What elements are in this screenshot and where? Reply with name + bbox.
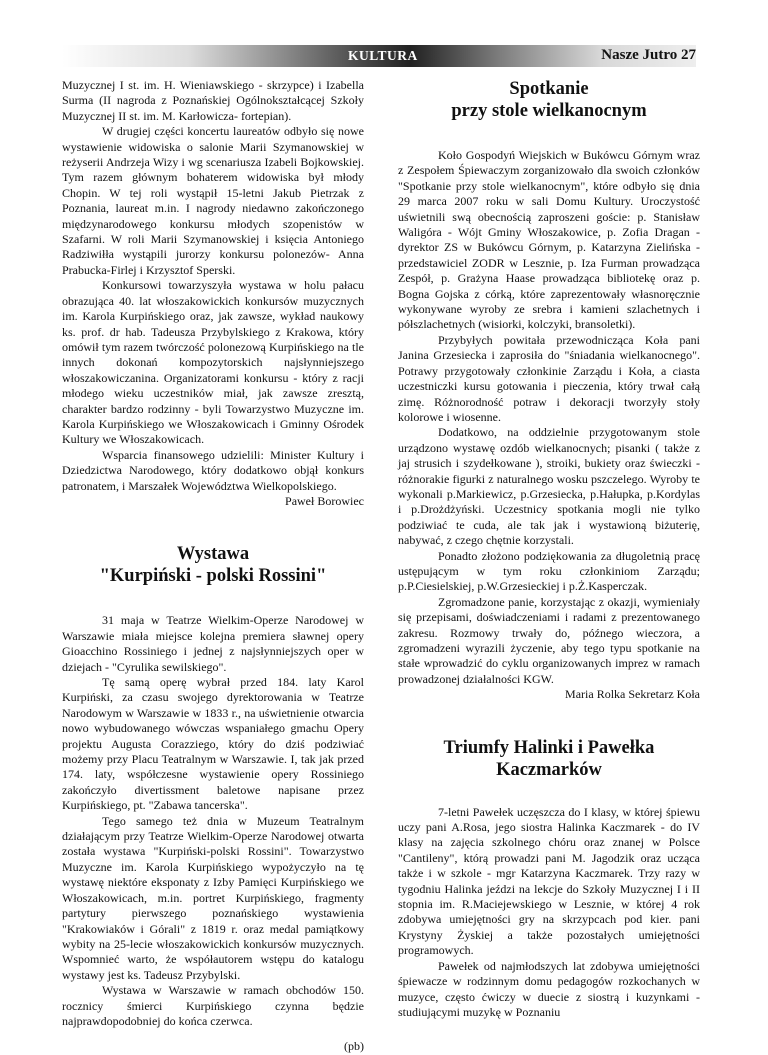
paragraph: Konkursowi towarzyszyła wystawa w holu pałacu obrazująca 40. lat włoszakowickich konkursów muzycznych im. Karola Kurpińskiego oraz, jak zawsze, wykład naukowy ks. prof. dr hab. Tadeusza Przybylskiego z Krakowa, który omówił tym razem twórczość polonezową Kurpińskiego na tle innych dokonań kompozytorskich najsłynniejszego włoszakowiczanina. Organizatorami konkursu - który z racji młodego wieku uczestników miał, jak zawsze zresztą, charakter bardzo rodzinny - byli Towarzystwo Muzyczne im. Karola Kurpińskiego we Włoszakowicach i Gminny Ośrodek Kultury we Włoszakowicach. — [62, 278, 364, 447]
page-info: Nasze Jutro 27 — [601, 47, 696, 63]
author-signature: (pb) — [344, 1039, 364, 1054]
paragraph: Koło Gospodyń Wiejskich w Bukówcu Górnym wraz z Zespołem Śpiewaczym zorganizowało dla swoich członków "Spotkanie przy stole wielkanocnym", które odbyło się dnia 29 marca 2007 roku w sali Domu Kultury. Uroczystość uświetnili swą obecnością zaproszeni goście: p. Stanisław Waligóra - Wójt Gminy Włoszakowice, p. Zofia Dragan - dyrektor ZS w Bukówcu Górnym, p. Katarzyna Zielińska - przedstawiciel ZODR w Lesznie, p. Iza Furman prowadząca Zespół, p. Grażyna Haase prowadząca bibliotekę oraz p. Bogna Gojska z córką, które zaprezentowały własnoręcznie wykonywane wyroby ze srebra i kamieni szlachetnych i półszlachetnych (wisiorki, kolczyki, bransoletki). — [398, 148, 700, 332]
paragraph: Ponadto złożono podziękowania za długoletnią pracę ustępującym w tym roku członkiniom Zarządu; p.P.Ciesielskiej, p.W.Grzesieckiej i p.Ż.Kasperczak. — [398, 548, 700, 594]
paragraph: 7-letni Pawełek uczęszcza do I klasy, w której śpiewu uczy pani A.Rosa, jego siostra Halinka Kaczmarek - do IV klasy na zajęcia szkolnego chóru oraz znanej w Polsce "Cantileny", którą prowadzi pani M. Jagodzik oraz ucząca także i w szkole - mgr Katarzyna Kaczmarek. Trzy razy w tygodniu Halinka jeździ na lekcje do Szkoły Muzycznej I i II stopnia im. R.Maciejewskiego w Lesznie, w której 4 rok zdobywa umiejętności gry na skrzypcach pod kier. pani Krystyny Żyskiej a także pozostałych umiejętności programowych. — [398, 804, 700, 958]
paragraph: 31 maja w Teatrze Wielkim-Operze Narodowej w Warszawie miała miejsce kolejna premiera sławnej opery Gioacchino Rossiniego i jednej z najsłynniejszych oper w dziejach - "Cyrulika sewilskiego". — [62, 613, 364, 674]
section-label: KULTURA — [348, 48, 418, 63]
article-title-wystawa: Wystawa "Kurpiński - polski Rossini" — [99, 544, 327, 587]
author-signature: Maria Rolka Sekretarz Koła — [565, 687, 700, 702]
paragraph: Dodatkowo, na oddzielnie przygotowanym stole urządzono wystawę ozdób wielkanocnych; pisanki ( także z jaj strusich i szydełkowane ), stroiki, bukiety oraz świeczki - różnorakie figurki z naturalnego wosku pszczelego. Wyroby te wykonali p.Markiewicz, p.Grzesiecka, p.Hałupka, p.Kordylas i p.Drożdżyński. Uczestnicy spotkania mogli nie tylko podziwiać te cuda, ale tak jak i wystawioną biżuterię, nabywać, z czego chętnie korzystali. — [398, 425, 700, 548]
paragraph: Tę samą operę wybrał przed 184. laty Karol Kurpiński, za czasu swojego dyrektorowania w Teatrze Narodowym w Warszawie w 1833 r., na uświetnienie otwarcia nowo wybudowanego wówczas wspaniałego gmachu Opery projektu Augusta Corazziego, który do dziś podziwiać możemy przy Placu Teatralnym w Warszawie. I, tak jak przed 174. laty, współczesne wystawienie opery Rossiniego zakończyło divertissment baletowe napisane przez Kurpińskiego, pt. "Zabawa tancerska". — [62, 675, 364, 813]
paragraph: Pawełek od najmłodszych lat zdobywa umiejętności śpiewacze w rodzinnym domu pedagogów rozkochanych w muzyce, często ćwiczy w duecie z siostrą i kuzynkami - studiującymi muzykę w Poznaniu — [398, 958, 700, 1019]
article-title-triumfy: Triumfy Halinki i Pawełka Kaczmarków — [443, 737, 655, 780]
paragraph: Wystawa w Warszawie w ramach obchodów 150. rocznicy śmierci Kurpińskiego czynna będzie najprawdopodobniej do końca czerwca. — [62, 983, 364, 1028]
author-signature: Paweł Borowiec — [285, 493, 364, 508]
paragraph: Wsparcia finansowego udzielili: Minister Kultury i Dziedzictwa Narodowego, który dodatkowo objął konkurs patronatem, i Marszałek Województwa Wielkopolskiego. — [62, 447, 364, 493]
article-title-spotkanie: Spotkanie przy stole wielkanocnym — [451, 79, 647, 121]
paragraph: Muzycznej I st. im. H. Wieniawskiego - skrzypce) i Izabella Surma (II nagroda z Poznańskiej Ogólnokształcącej Szkoły Muzycznej II st. im. M. Karłowicza- fortepian). — [62, 78, 364, 123]
paragraph: Przybyłych powitała przewodnicząca Koła pani Janina Grzesiecka i zaprosiła do "śniadania wielkanocnego". Potrawy przygotowały członkinie Zarządu i Koła, a ciasta uczestniczki kursu gotowania i pieczenia, który trwał całą zimę. Różnorodność potraw i dekoracji tworzyły stoły kolorowe i wiosenne. — [398, 332, 700, 424]
paragraph: Tego samego też dnia w Muzeum Teatralnym działającym przy Teatrze Wielkim-Operze Narodowej otwarta została wystawa "Kurpiński-polski Rossini". Towarzystwo Muzyczne im. Karola Kurpińskiego wypożyczyło na tę wystawę niektóre eksponaty z Izby Pamięci Kurpińskiego we Włoszakowicach, m.in. portret Kurpińskiego, fragmenty partytury pierwszego poznańskiego wystawienia "Krakowiaków i Górali" z 1819 r. oraz medal pamiątkowy wybity na 25-lecie włoszakowickich konkursów muzycznych. Wspomnieć warto, że współautorem wstępu do katalogu wystawy jest ks. Tadeusz Przybylski. — [62, 813, 364, 982]
left-column — [62, 78, 364, 1055]
paragraph: Zgromadzone panie, korzystając z okazji, wymieniały się przepisami, doświadczeniami i radami z prezentowanego zakresu. Rozmowy trwały do, późnego wieczora, a zgromadzeni wyrazili życzenie, aby tego typu spotkanie na stałe wprowadzić do cyklu organizowanych imprez w ramach prowadzonej działalności KGW. — [398, 594, 700, 686]
right-column — [398, 78, 700, 1020]
paragraph: W drugiej części koncertu laureatów odbyło się nowe wystawienie widowiska o salonie Marii Szymanowskiej w reżyserii Andrzeja Wizy i wg scenariusza Izabeli Bojkowskiej. Tym razem głównym bohaterem widowiska był młody Chopin. W tej roli wystąpił 15-letni Jakub Pietrzak z Poznania, laureat m.in. I nagrody niedawno zakończonego międzynarodowego konkursu młodych szopenistów w Szafarni. W roli Marii Szymanowskiej i księcia Antoniego Radziwiłła wystąpili jurorzy konkursu polonezów- Anna Prabucka-Firlej i Krzysztof Sperski. — [62, 124, 364, 277]
